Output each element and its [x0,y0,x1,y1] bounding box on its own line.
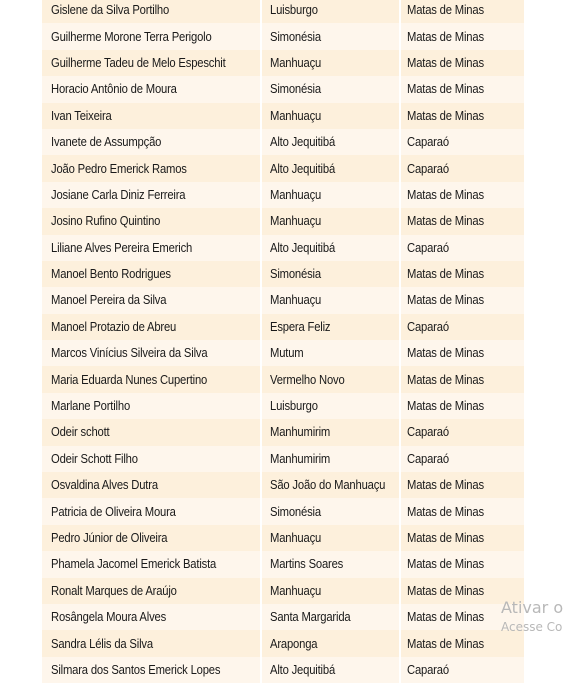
region-cell [401,129,524,155]
table-row [42,76,524,102]
table-row [42,208,524,234]
city-cell-text: Alto Jequitibá [270,240,336,255]
region-cell [401,472,524,498]
city-cell-text: Martins Soares [270,557,344,572]
city-cell [262,208,401,234]
name-cell [42,578,262,604]
region-cell [401,50,524,76]
region-cell-text: Caparaó [407,161,449,176]
region-cell [401,261,524,287]
name-cell-text: Osvaldina Alves Dutra [51,478,158,493]
city-cell-text: Manhuaçu [270,293,322,308]
name-cell-text: Guilherme Tadeu de Melo Espeschit [51,55,226,70]
city-cell-text: Manhumirim [270,425,331,440]
city-cell-text: Mutum [270,346,304,361]
region-cell-text: Matas de Minas [407,583,484,598]
region-cell-text: Caparaó [407,135,449,150]
region-cell-text: Caparaó [407,451,449,466]
name-cell [42,525,262,551]
table-row [42,472,524,498]
city-cell-text: Santa Margarida [270,610,351,625]
region-cell-text: Matas de Minas [407,29,484,44]
name-cell-text: Manoel Bento Rodrigues [51,267,171,282]
name-cell-text: Marlane Portilho [51,399,131,414]
city-cell [262,103,401,129]
name-cell-text: Ivan Teixeira [51,108,112,123]
activation-watermark [501,598,563,634]
table-row [42,287,524,313]
city-cell [262,630,401,656]
table-row [42,551,524,577]
city-cell [262,261,401,287]
region-cell [401,366,524,392]
city-cell-text: Araponga [270,636,318,651]
table-row [42,340,524,366]
region-cell-text: Matas de Minas [407,399,484,414]
watermark-line-1: Ativar o [501,598,564,617]
city-cell [262,472,401,498]
region-cell [401,340,524,366]
city-cell-text: Luisburgo [270,399,318,414]
name-cell [42,287,262,313]
region-cell-text: Matas de Minas [407,108,484,123]
name-cell-text: Odeir Schott Filho [51,451,138,466]
name-cell [42,208,262,234]
region-cell-text: Matas de Minas [407,531,484,545]
name-cell [42,103,262,129]
name-cell [42,155,262,181]
region-cell-text: Matas de Minas [407,82,484,97]
name-cell [42,551,262,577]
name-cell-text: Horacio Antônio de Moura [51,82,177,97]
region-cell [401,182,524,208]
city-cell-text: Manhuaçu [270,531,322,545]
region-cell-text: Caparaó [407,240,449,255]
table-row [42,366,524,392]
city-cell [262,551,401,577]
name-cell [42,604,262,630]
city-cell [262,366,401,392]
table-row [42,103,524,129]
city-cell [262,578,401,604]
region-cell-text: Caparaó [407,662,449,677]
table-row [42,604,524,630]
city-cell [262,498,401,524]
table-row [42,0,524,23]
region-cell [401,630,524,656]
table-row [42,182,524,208]
city-cell [262,657,401,683]
region-cell [401,393,524,419]
name-cell [42,419,262,445]
name-cell-text: Maria Eduarda Nunes Cupertino [51,372,208,387]
name-cell [42,182,262,208]
city-cell [262,525,401,551]
name-cell [42,366,262,392]
name-cell [42,23,262,49]
region-cell-text: Matas de Minas [407,504,484,519]
city-cell [262,0,401,23]
name-cell-text: Patricia de Oliveira Moura [51,504,176,519]
table-row [42,23,524,49]
region-cell [401,235,524,261]
table-row [42,129,524,155]
name-cell-text: Phamela Jacomel Emerick Batista [51,557,217,572]
name-cell [42,393,262,419]
region-cell-text: Matas de Minas [407,557,484,572]
city-cell [262,155,401,181]
city-cell-text: Alto Jequitibá [270,135,336,150]
name-cell-text: Manoel Pereira da Silva [51,293,167,308]
region-cell [401,23,524,49]
name-cell [42,235,262,261]
city-cell-text: Manhuaçu [270,55,322,70]
city-cell-text: Espera Feliz [270,319,331,334]
name-cell-text: João Pedro Emerick Ramos [51,161,187,176]
city-cell [262,314,401,340]
region-cell [401,525,524,551]
name-cell [42,657,262,683]
city-cell-text: Luisburgo [270,3,318,18]
city-cell-text: Vermelho Novo [270,372,345,387]
region-cell [401,551,524,577]
region-cell [401,498,524,524]
city-cell [262,129,401,155]
region-cell [401,155,524,181]
city-cell [262,393,401,419]
name-cell-text: Rosângela Moura Alves [51,610,167,625]
city-cell-text: Manhuaçu [270,214,322,229]
region-cell-text: Matas de Minas [407,55,484,70]
name-cell-text: Josino Rufino Quintino [51,214,161,229]
table-row [42,235,524,261]
name-cell-text: Guilherme Morone Terra Perigolo [51,29,212,44]
table-row [42,630,524,656]
region-cell-text: Matas de Minas [407,214,484,229]
region-cell-text: Matas de Minas [407,372,484,387]
city-cell [262,76,401,102]
city-cell-text: Simonésia [270,267,321,282]
region-cell-text: Caparaó [407,425,449,440]
region-cell-text: Matas de Minas [407,187,484,202]
city-cell [262,419,401,445]
region-cell [401,446,524,472]
region-cell-text: Matas de Minas [407,3,484,18]
watermark-line-2: Acesse Co [501,620,563,634]
city-cell [262,446,401,472]
name-cell [42,472,262,498]
table-body [42,0,524,683]
region-cell-text: Matas de Minas [407,610,484,625]
name-cell [42,340,262,366]
region-cell-text: Matas de Minas [407,346,484,361]
name-cell [42,498,262,524]
name-cell-text: Odeir schott [51,425,110,440]
city-cell-text: Manhumirim [270,451,331,466]
table-row [42,525,524,551]
table-row [42,446,524,472]
city-cell-text: São João do Manhuaçu [270,478,386,493]
region-cell [401,287,524,313]
table-row [42,498,524,524]
name-cell [42,630,262,656]
city-cell [262,287,401,313]
table-row [42,50,524,76]
region-cell [401,0,524,23]
name-cell [42,129,262,155]
city-cell-text: Simonésia [270,82,321,97]
region-cell-text: Matas de Minas [407,636,484,651]
name-cell-text: Josiane Carla Diniz Ferreira [51,187,186,202]
name-cell-text: Marcos Vinícius Silveira da Silva [51,346,208,361]
city-cell [262,235,401,261]
name-cell-text: Silmara dos Santos Emerick Lopes [51,662,221,677]
region-cell [401,314,524,340]
region-cell [401,208,524,234]
table-row [42,419,524,445]
name-cell-text: Ronalt Marques de Araújo [51,583,177,598]
table-row [42,314,524,340]
name-cell [42,76,262,102]
name-cell-text: Pedro Júnior de Oliveira [51,531,168,545]
city-cell [262,182,401,208]
name-cell-text: Ivanete de Assumpção [51,135,162,150]
region-cell-text: Matas de Minas [407,267,484,282]
name-cell [42,261,262,287]
name-cell [42,314,262,340]
region-cell [401,76,524,102]
name-cell-text: Manoel Protazio de Abreu [51,319,177,334]
city-cell [262,50,401,76]
city-cell-text: Manhuaçu [270,187,322,202]
table-row [42,657,524,683]
region-cell [401,419,524,445]
table-row [42,261,524,287]
name-cell [42,446,262,472]
region-cell [401,103,524,129]
table-row [42,393,524,419]
city-cell-text: Simonésia [270,29,321,44]
city-cell-text: Simonésia [270,504,321,519]
participants-table [42,0,524,683]
city-cell [262,340,401,366]
name-cell [42,50,262,76]
city-cell-text: Alto Jequitibá [270,662,336,677]
region-cell-text: Caparaó [407,319,449,334]
city-cell-text: Manhuaçu [270,583,322,598]
table-row [42,578,524,604]
name-cell-text: Sandra Lélis da Silva [51,636,153,651]
city-cell [262,604,401,630]
region-cell [401,657,524,683]
table-row [42,155,524,181]
name-cell-text: Liliane Alves Pereira Emerich [51,240,193,255]
city-cell-text: Manhuaçu [270,108,322,123]
region-cell-text: Matas de Minas [407,478,484,493]
city-cell [262,23,401,49]
name-cell [42,0,262,23]
name-cell-text: Gislene da Silva Portilho [51,3,170,18]
city-cell-text: Alto Jequitibá [270,161,336,176]
region-cell-text: Matas de Minas [407,293,484,308]
